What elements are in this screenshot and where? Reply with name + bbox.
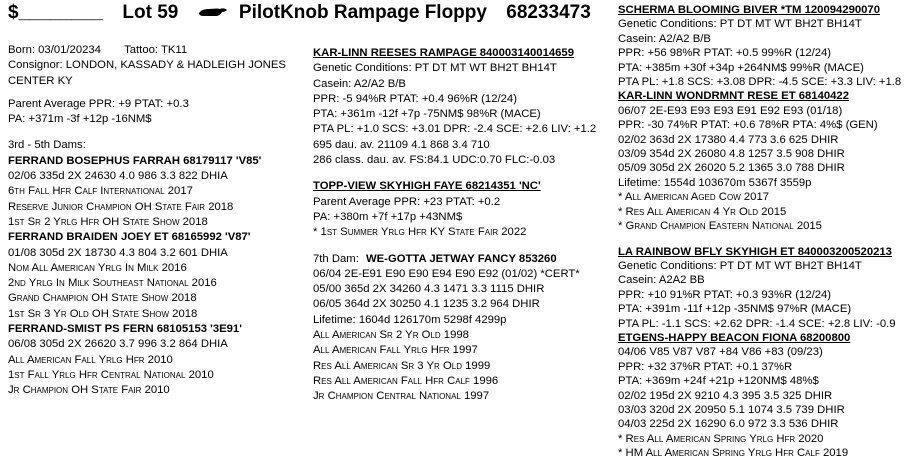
dam-of-dam-record: 04/03 225d 2X 16290 6.0 972 3.3 536 DHIR (618, 418, 839, 431)
dam-of-dam-award: * HM All American Spring Yrlg Hfr Calf 2019 (618, 447, 849, 460)
sire-name: KAR-LINN REESES RAMPAGE 840003140014659 (313, 47, 574, 59)
dam-of-sire-lifetime: Lifetime: 1554d 103670m 5367f 3559p (618, 176, 812, 189)
sire-of-sire-name: SCHERMA BLOOMING BIVER *TM 120094290070 (618, 4, 881, 16)
birth-tattoo-line (8, 43, 286, 58)
sire-daughters: 695 dau. av. 21109 4.1 868 3.4 710 (313, 138, 490, 151)
dam4-record: 01/08 305d 2X 18730 4.3 804 3.2 601 DHIA (8, 246, 228, 259)
sire-of-dam-pta: PTA: +391m -11f +12p -35NM$ 97%R (MACE) (618, 303, 852, 316)
dam4-award: Grand Champion OH State Show 2018 (8, 292, 197, 305)
sire-of-sire-casein: Casein: A2/A2 B/B (618, 32, 711, 45)
location: CENTER KY (8, 74, 73, 87)
dam3-award: 6th Fall Hfr Calf International 2017 (8, 185, 193, 198)
lot-number: Lot 59 (122, 2, 179, 23)
dam-of-sire-award: * All American Aged Cow 2017 (618, 191, 770, 204)
dam-of-dam-ppr: PPR: +32 37%R PTAT: +0.1 37%R (618, 360, 793, 373)
parent-average: Parent Average PPR: +9 PTAT: +0.3 (8, 97, 189, 110)
dam-of-dam-name: ETGENS-HAPPY BEACON FIONA 68200800 (618, 331, 851, 344)
dam-of-sire-award: * Grand Champion Eastern National 2015 (618, 220, 822, 233)
dam5-award: All American Fall Yrlg Hfr 2010 (8, 353, 173, 366)
sire-of-sire-pta-pl: PTA PL: +1.8 SCS: +3.08 DPR: -4.5 SCE: +3.3 LIV: +1.8 (618, 76, 902, 89)
dam5-award: Jr Champion OH State Fair 2010 (8, 384, 170, 397)
sire-of-dam-name: LA RAINBOW BFLY SKYHIGH ET 840003200520213 (618, 245, 892, 258)
cow-silhouette-icon (198, 2, 228, 24)
sire-of-dam-ppr: PPR: +10 91%R PTAT: +0.3 93%R (12/24) (618, 288, 832, 301)
sire-genetic-conditions: Genetic Conditions: PT DT MT WT BH2T BH14T (313, 62, 557, 75)
dam-of-dam-record: 03/03 320d 2X 20950 5.1 1074 3.5 739 DHIR (618, 403, 845, 416)
dam4-name: FERRAND BRAIDEN JOEY ET 68165992 'V87' (8, 231, 251, 244)
dam-of-dam-pta: PTA: +369m +24f +21p +120NM$ 48%$ (618, 375, 819, 388)
dam7-label: 7th Dam: (313, 252, 359, 265)
dam3-award: 1st Sr 2 Yrlg Hfr OH State Show 2018 (8, 215, 208, 228)
dam4-award: 2nd Yrlg In Milk Southeast National 2016 (8, 277, 217, 290)
dam7-award: Res All American Fall Hfr Calf 1996 (313, 374, 499, 387)
dam-of-dam-classification: 04/06 V85 V87 V87 +84 V86 +83 (09/23) (618, 346, 823, 359)
dam3-name: FERRAND BOSEPHUS FARRAH 68179117 'V85' (8, 154, 262, 167)
sire-of-sire-ppr: PPR: +56 98%R PTAT: +0.5 99%R (12/24) (618, 47, 832, 60)
registration-number: 68233473 (506, 2, 591, 23)
sire-of-sire-pta: PTA: +385m +30f +34p +264NM$ 99%R (MACE) (618, 61, 864, 74)
dam-of-dam-award: * Res All American Spring Yrlg Hfr 2020 (618, 432, 824, 445)
dam3-award: Reserve Junior Champion OH State Fair 2018 (8, 200, 234, 213)
consignor: Consignor: LONDON, KASSADY & HADLEIGH JONES (8, 59, 286, 72)
dam-of-sire-classification: 06/07 2E-E93 E93 E93 E91 E92 E93 (01/18) (618, 104, 843, 117)
sire-pta-pl: PTA PL: +1.0 SCS: +3.01 DPR: -2.4 SCE: +2.6 LIV: +1.2 (313, 123, 597, 136)
lot-header (8, 2, 591, 24)
tattoo: Tattoo: TK11 (124, 44, 188, 56)
dam5-record: 06/08 305d 2X 26620 3.7 996 3.2 864 DHIA (8, 338, 228, 351)
dam7-award: Res All American Sr 3 Yr Old 1999 (313, 359, 491, 372)
dam7-award: All American Fall Yrlg Hfr 1997 (313, 344, 478, 357)
dam3-record: 02/06 335d 2X 24630 4.0 986 3.3 822 DHIA (8, 170, 228, 183)
dam7-award: All American Sr 2 Yr Old 1998 (313, 329, 469, 342)
animal-name: PilotKnob Rampage Floppy (238, 2, 487, 23)
sire-pta: PTA: +361m -12f +7p -75NM$ 98%R (MACE) (313, 108, 541, 121)
sire-of-dam-pta-pl: PTA PL: -1.1 SCS: +2.62 DPR: -1.4 SCE: +2.8 LIV: -0.9 (618, 317, 896, 330)
dam-of-sire-name: KAR-LINN WONDRMNT RESE ET 68140422 (618, 90, 850, 103)
dam7-name: WE-GOTTA JETWAY FANCY 853260 (365, 252, 557, 265)
dam7-record: 05/00 365d 2X 34260 4.3 1471 3.3 1115 DHIR (313, 283, 545, 296)
grandparents-column (618, 3, 901, 461)
sire-ppr: PPR: -5 94%R PTAT: +0.4 96%R (12/24) (313, 92, 517, 105)
dam-of-sire-record: 05/09 305d 2X 26020 5.2 1365 3.0 788 DHIR (618, 162, 845, 175)
dam4-award: Nom All American Yrlg In Milk 2016 (8, 261, 187, 274)
dam-of-sire-record: 02/02 363d 2X 17380 4.4 773 3.6 625 DHIR (618, 133, 839, 146)
parent-pa: PA: +371m -3f +12p -16NM$ (8, 113, 152, 126)
sire-of-dam-casein: Casein: A2A2 BB (618, 274, 705, 287)
dam-of-dam-record: 02/02 195d 2X 9210 4.3 395 3.5 325 DHIR (618, 389, 833, 402)
dam-pa: PA: +380m +7f +17p +43NM$ (313, 210, 463, 223)
price-blank: $________ (8, 2, 104, 23)
dam5-award: 1st Fall Yrlg Hfr Central National 2010 (8, 368, 214, 381)
dam-award: * 1st Summer Yrlg Hfr KY State Fair 2022 (313, 226, 527, 239)
dam7-record: 06/05 364d 2X 30250 4.1 1235 3.2 964 DHIR (313, 298, 540, 311)
dam4-award: 1st Sr 3 Yr Old OH State Show 2018 (8, 307, 198, 320)
dam7-lifetime: Lifetime: 1604d 126170m 5298f 4299p (313, 313, 507, 326)
dam-of-sire-record: 03/09 354d 2X 26080 4.8 1257 3.5 908 DHIR (618, 148, 845, 161)
sire-of-sire-genetic: Genetic Conditions: PT DT MT WT BH2T BH14T (618, 18, 862, 31)
dams-heading: 3rd - 5th Dams: (8, 139, 86, 152)
dam7-heading-line (313, 252, 596, 267)
animal-details-column (8, 43, 286, 399)
dam7-award: Jr Champion Central National 1997 (313, 390, 490, 403)
dam-name: TOPP-VIEW SKYHIGH FAYE 68214351 'NC' (313, 180, 541, 193)
dam-of-sire-award: * Res All American 4 Yr Old 2015 (618, 205, 787, 218)
birth-date: Born: 03/01/20234 (8, 44, 101, 56)
sire-casein: Casein: A2/A2 B/B (313, 77, 406, 90)
dam-parent-average: Parent Average PPR: +23 PTAT: +0.2 (313, 195, 501, 208)
sire-of-dam-genetic: Genetic Conditions: PT DT MT WT BH2T BH14T (618, 259, 862, 272)
dam-of-sire-ppr: PPR: -30 74%R PTAT: +0.6 78%R PTA: 4%$ (GEN) (618, 119, 878, 132)
sire-dam-column (313, 46, 596, 405)
dam7-classification: 06/04 2E-E91 E90 E90 E94 E90 E92 (01/02) *CERT* (313, 267, 580, 280)
sire-classified-daughters: 286 class. dau. av. FS:84.1 UDC:0.70 FLC:-0.03 (313, 154, 556, 167)
dam5-name: FERRAND-SMIST PS FERN 68105153 '3E91' (8, 323, 242, 336)
